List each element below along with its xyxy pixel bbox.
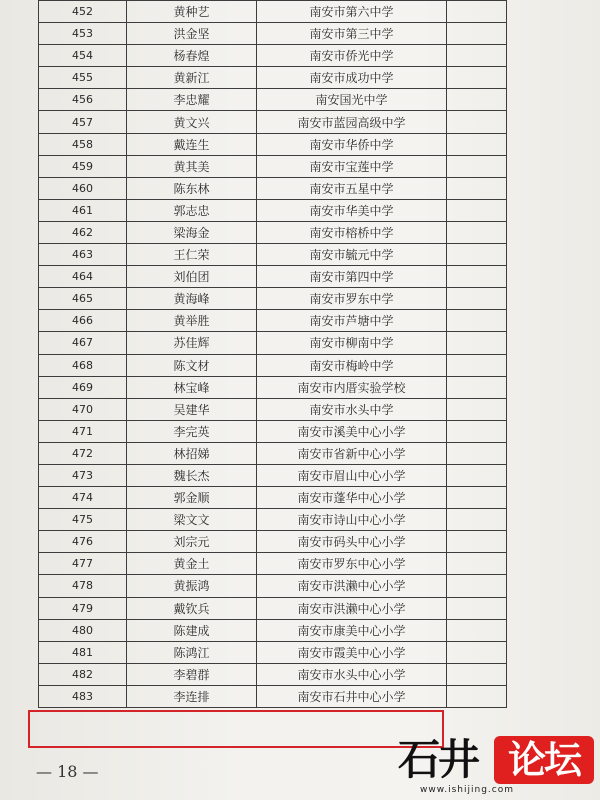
empty-cell [447, 354, 507, 376]
row-number-cell: 479 [39, 597, 127, 619]
row-number-cell: 481 [39, 641, 127, 663]
school-cell: 南安市榕桥中学 [257, 221, 447, 243]
table-row [39, 266, 507, 288]
table-row [39, 332, 507, 354]
row-number-cell: 454 [39, 45, 127, 67]
row-number-cell: 474 [39, 487, 127, 509]
school-cell: 南安国光中学 [257, 89, 447, 111]
name-cell: 李忠耀 [127, 89, 257, 111]
school-cell: 南安市洪濑中心小学 [257, 597, 447, 619]
empty-cell [447, 487, 507, 509]
table-row [39, 597, 507, 619]
name-cell: 黄金土 [127, 553, 257, 575]
name-cell: 苏佳辉 [127, 332, 257, 354]
name-cell: 戴连生 [127, 133, 257, 155]
name-cell: 林宝峰 [127, 376, 257, 398]
highlight-box [28, 710, 444, 748]
table-row [39, 685, 507, 707]
school-cell: 南安市眉山中心小学 [257, 464, 447, 486]
name-cell: 李完英 [127, 420, 257, 442]
table-row [39, 244, 507, 266]
row-number-cell: 471 [39, 420, 127, 442]
empty-cell [447, 332, 507, 354]
empty-cell [447, 442, 507, 464]
row-number-cell: 472 [39, 442, 127, 464]
school-cell: 南安市罗东中心小学 [257, 553, 447, 575]
school-cell: 南安市梅岭中学 [257, 354, 447, 376]
row-number-cell: 455 [39, 67, 127, 89]
name-cell: 郭志忠 [127, 199, 257, 221]
row-number-cell: 460 [39, 177, 127, 199]
table-row [39, 398, 507, 420]
name-cell: 陈建成 [127, 619, 257, 641]
school-cell: 南安市芦塘中学 [257, 310, 447, 332]
empty-cell [447, 685, 507, 707]
row-number-cell: 480 [39, 619, 127, 641]
school-cell: 南安市侨光中学 [257, 45, 447, 67]
empty-cell [447, 531, 507, 553]
row-number-cell: 475 [39, 509, 127, 531]
empty-cell [447, 420, 507, 442]
table-row [39, 464, 507, 486]
school-cell: 南安市康美中心小学 [257, 619, 447, 641]
empty-cell [447, 509, 507, 531]
school-cell: 南安市第六中学 [257, 1, 447, 23]
school-cell: 南安市内厝实验学校 [257, 376, 447, 398]
table-row [39, 553, 507, 575]
school-cell: 南安市第四中学 [257, 266, 447, 288]
table-row [39, 487, 507, 509]
school-cell: 南安市宝莲中学 [257, 155, 447, 177]
row-number-cell: 459 [39, 155, 127, 177]
row-number-cell: 462 [39, 221, 127, 243]
row-number-cell: 461 [39, 199, 127, 221]
name-cell: 洪金坚 [127, 23, 257, 45]
roster-table-body [39, 1, 507, 708]
row-number-cell: 452 [39, 1, 127, 23]
school-cell: 南安市蓬华中心小学 [257, 487, 447, 509]
page-number: — 18 — [36, 762, 99, 781]
empty-cell [447, 641, 507, 663]
table-row [39, 575, 507, 597]
table-row [39, 221, 507, 243]
name-cell: 林招娣 [127, 442, 257, 464]
empty-cell [447, 155, 507, 177]
name-cell: 陈鸿江 [127, 641, 257, 663]
name-cell: 戴钦兵 [127, 597, 257, 619]
table-row [39, 354, 507, 376]
table-row [39, 531, 507, 553]
row-number-cell: 473 [39, 464, 127, 486]
table-row [39, 619, 507, 641]
school-cell: 南安市诗山中心小学 [257, 509, 447, 531]
row-number-cell: 478 [39, 575, 127, 597]
school-cell: 南安市码头中心小学 [257, 531, 447, 553]
school-cell: 南安市水头中心小学 [257, 663, 447, 685]
empty-cell [447, 597, 507, 619]
table-row [39, 45, 507, 67]
table-row [39, 23, 507, 45]
table-row [39, 509, 507, 531]
row-number-cell: 465 [39, 288, 127, 310]
name-cell: 黄振鸿 [127, 575, 257, 597]
row-number-cell: 457 [39, 111, 127, 133]
school-cell: 南安市霞美中心小学 [257, 641, 447, 663]
table-row [39, 420, 507, 442]
row-number-cell: 458 [39, 133, 127, 155]
empty-cell [447, 619, 507, 641]
empty-cell [447, 663, 507, 685]
table-row [39, 133, 507, 155]
school-cell: 南安市柳南中学 [257, 332, 447, 354]
name-cell: 黄其美 [127, 155, 257, 177]
name-cell: 李碧群 [127, 663, 257, 685]
school-cell: 南安市华侨中学 [257, 133, 447, 155]
school-cell: 南安市溪美中心小学 [257, 420, 447, 442]
row-number-cell: 463 [39, 244, 127, 266]
row-number-cell: 464 [39, 266, 127, 288]
school-cell: 南安市毓元中学 [257, 244, 447, 266]
empty-cell [447, 1, 507, 23]
school-cell: 南安市华美中学 [257, 199, 447, 221]
school-cell: 南安市五星中学 [257, 177, 447, 199]
table-row [39, 288, 507, 310]
name-cell: 魏长杰 [127, 464, 257, 486]
row-number-cell: 477 [39, 553, 127, 575]
table-row [39, 199, 507, 221]
name-cell: 梁海金 [127, 221, 257, 243]
roster-table [38, 0, 507, 708]
row-number-cell: 453 [39, 23, 127, 45]
table-row [39, 310, 507, 332]
name-cell: 梁文文 [127, 509, 257, 531]
name-cell: 陈东林 [127, 177, 257, 199]
empty-cell [447, 575, 507, 597]
name-cell: 李连排 [127, 685, 257, 707]
watermark-logo [398, 736, 594, 796]
table-row [39, 442, 507, 464]
school-cell: 南安市成功中学 [257, 67, 447, 89]
school-cell: 南安市蓝园高级中学 [257, 111, 447, 133]
watermark-text-shijing: 石井 [398, 735, 479, 784]
row-number-cell: 469 [39, 376, 127, 398]
name-cell: 黄种艺 [127, 1, 257, 23]
empty-cell [447, 221, 507, 243]
name-cell: 郭金顺 [127, 487, 257, 509]
empty-cell [447, 133, 507, 155]
table-row [39, 376, 507, 398]
empty-cell [447, 553, 507, 575]
name-cell: 黄海峰 [127, 288, 257, 310]
empty-cell [447, 266, 507, 288]
name-cell: 黄文兴 [127, 111, 257, 133]
school-cell: 南安市水头中学 [257, 398, 447, 420]
row-number-cell: 467 [39, 332, 127, 354]
watermark-url: www.ishijing.com [420, 785, 515, 795]
table-row [39, 67, 507, 89]
row-number-cell: 470 [39, 398, 127, 420]
table-row [39, 1, 507, 23]
name-cell: 王仁荣 [127, 244, 257, 266]
empty-cell [447, 376, 507, 398]
watermark-text-luntan: 论坛 [494, 736, 594, 784]
name-cell: 杨春煌 [127, 45, 257, 67]
empty-cell [447, 177, 507, 199]
name-cell: 陈文材 [127, 354, 257, 376]
empty-cell [447, 23, 507, 45]
school-cell: 南安市石井中心小学 [257, 685, 447, 707]
empty-cell [447, 89, 507, 111]
row-number-cell: 476 [39, 531, 127, 553]
name-cell: 黄新江 [127, 67, 257, 89]
empty-cell [447, 111, 507, 133]
empty-cell [447, 244, 507, 266]
table-row [39, 177, 507, 199]
row-number-cell: 468 [39, 354, 127, 376]
row-number-cell: 466 [39, 310, 127, 332]
school-cell: 南安市罗东中学 [257, 288, 447, 310]
name-cell: 吴建华 [127, 398, 257, 420]
row-number-cell: 456 [39, 89, 127, 111]
school-cell: 南安市洪濑中心小学 [257, 575, 447, 597]
empty-cell [447, 45, 507, 67]
table-row [39, 89, 507, 111]
school-cell: 南安市第三中学 [257, 23, 447, 45]
table-row [39, 155, 507, 177]
table-row [39, 641, 507, 663]
row-number-cell: 483 [39, 685, 127, 707]
name-cell: 黄举胜 [127, 310, 257, 332]
school-cell: 南安市省新中心小学 [257, 442, 447, 464]
row-number-cell: 482 [39, 663, 127, 685]
table-row [39, 663, 507, 685]
table-row [39, 111, 507, 133]
name-cell: 刘伯团 [127, 266, 257, 288]
empty-cell [447, 464, 507, 486]
empty-cell [447, 288, 507, 310]
empty-cell [447, 199, 507, 221]
name-cell: 刘宗元 [127, 531, 257, 553]
empty-cell [447, 67, 507, 89]
empty-cell [447, 310, 507, 332]
empty-cell [447, 398, 507, 420]
